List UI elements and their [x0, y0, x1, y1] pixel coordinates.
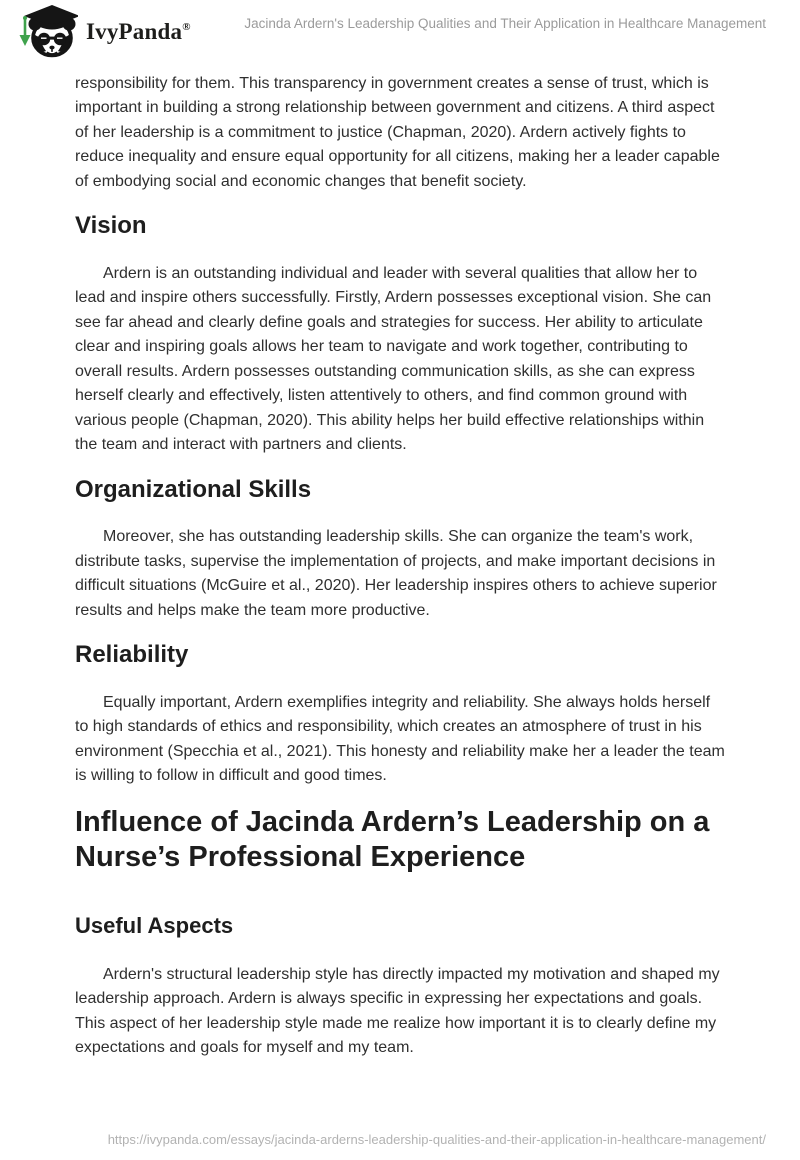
ivypanda-logo [10, 4, 191, 60]
paragraph-reliability: Equally important, Ardern exemplifies integrity and reliability. She always holds herself to high standards of ethics and responsibility, which creates an atmosphere of trust in his environment (Specchia et al., 2021). This honesty and reliability make her a leader the team is willing to follow in difficult and good times. [75, 693, 725, 785]
registered-trademark: ® [182, 21, 191, 33]
page-header [0, 0, 800, 64]
chapter-heading-influence: Influence of Jacinda Ardern’s Leadership on a Nurse’s Professional Experience [75, 805, 710, 873]
document-title: Jacinda Ardern's Leadership Qualities and Their Application in Healthcare Management [244, 16, 766, 31]
panda-graduation-cap-icon [10, 4, 78, 60]
section-heading-organizational-skills: Organizational Skills [75, 475, 312, 503]
section-heading-reliability: Reliability [75, 641, 189, 669]
section-heading-useful-aspects: Useful Aspects [75, 913, 234, 939]
brand-name: IvyPanda [86, 19, 183, 44]
paragraph-continuation: responsibility for them. This transparency in government creates a sense of trust, which is important in building a strong relationship between government and citizens. A third aspect of her leadership is a commitment to justice (Chapman, 2020). Ardern actively fights to reduce inequality and ensure equal opportunity for all citizens, making her a leader capable of embodying social and economic changes that benefit society. [75, 75, 720, 190]
brand-wordmark [86, 19, 191, 45]
essay-content [75, 64, 725, 1061]
paragraph-organizational-skills: Moreover, she has outstanding leadership skills. She can organize the team's work, distribute tasks, supervise the implementation of projects, and make important decisions in difficult situations (McGuire et al., 2020). Her leadership inspires others to achieve superior results and helps make the team more productive. [75, 528, 717, 619]
section-heading-vision: Vision [75, 212, 147, 240]
paragraph-useful-aspects: Ardern's structural leadership style has directly impacted my motivation and shaped my leadership approach. Ardern is always specific in expressing her expectations and goals. This aspect of her leadership style made me realize how important it is to clearly define my expectations and goals for myself and my team. [75, 965, 720, 1057]
paragraph-vision: Ardern is an outstanding individual and leader with several qualities that allow her to lead and inspire others successfully. Firstly, Ardern possesses exceptional vision. She can see far ahead and clearly define goals and strategies for success. Her ability to articulate clear and inspiring goals allows her team to navigate and work together, contributing to overall results. Ardern possesses outstanding communication skills, as she can express herself clearly and effectively, listen attentively to others, and find common ground with various people (Chapman, 2020). This ability helps her build effective relationships within the team and interact with partners and clients. [75, 264, 712, 454]
source-url: https://ivypanda.com/essays/jacinda-arderns-leadership-qualities-and-their-application-in-healthcare-management/ [107, 1132, 766, 1147]
